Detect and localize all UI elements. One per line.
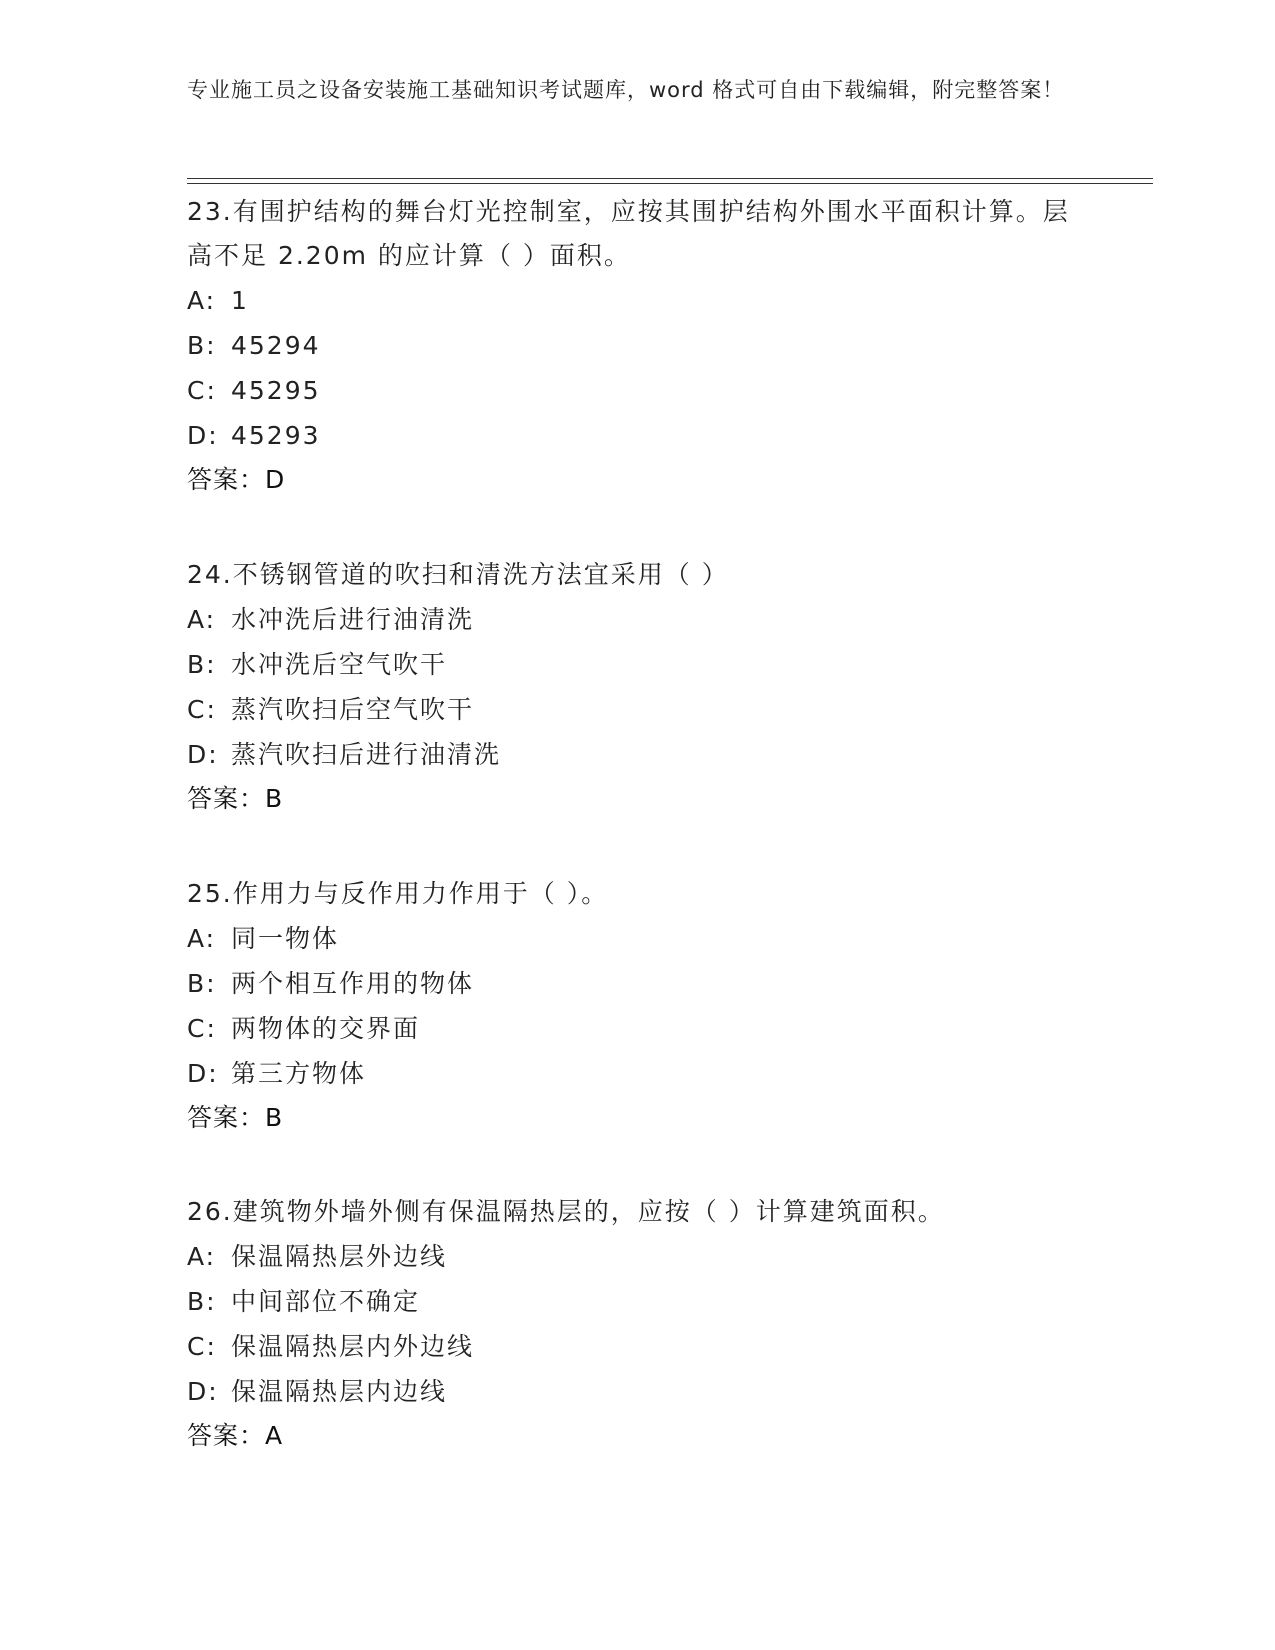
option-text: 1 [231,286,249,315]
option-a [187,1234,1087,1279]
option-text: 45295 [231,376,321,405]
option-text: 保温隔热层内外边线 [231,1332,475,1361]
option-text: 两物体的交界面 [231,1014,421,1043]
option-text: 蒸汽吹扫后空气吹干 [231,695,475,724]
option-d [187,1369,1087,1414]
question-text: 24.不锈钢管道的吹扫和清洗方法宜采用（ ） [187,560,729,589]
question-26 [187,1190,1087,1458]
option-d [187,1051,1087,1096]
option-b [187,961,1087,1006]
option-text: 蒸汽吹扫后进行油清洗 [231,740,502,769]
option-text: 45294 [231,331,321,360]
option-key: D: [187,1059,219,1088]
option-a [187,916,1087,961]
option-a [187,278,1087,323]
option-c [187,368,1087,413]
option-key: A: [187,286,217,315]
option-key: A: [187,924,217,953]
question-text: 23.有围护结构的舞台灯光控制室，应按其围护结构外围水平面积计算。层高不足 2.20m 的应计算（ ）面积。 [187,197,1070,270]
option-text: 两个相互作用的物体 [231,969,475,998]
question-24 [187,553,1087,821]
option-key: D: [187,421,219,450]
answer-text: 答案：B [187,1103,284,1132]
option-key: B: [187,969,217,998]
option-key: C: [187,695,217,724]
option-key: B: [187,331,217,360]
option-text: 水冲洗后进行油清洗 [231,605,475,634]
option-c [187,687,1087,732]
option-text: 45293 [231,421,321,450]
option-key: A: [187,1242,217,1271]
option-text: 同一物体 [231,924,340,953]
header-rule-top [187,178,1153,179]
option-b [187,1279,1087,1324]
option-key: C: [187,1332,217,1361]
option-key: A: [187,605,217,634]
option-a [187,597,1087,642]
option-key: B: [187,1287,217,1316]
option-b [187,323,1087,368]
header-intro: 专业施工员之设备安装施工基础知识考试题库，word 格式可自由下载编辑，附完整答案！ [187,78,1065,102]
question-23 [187,190,1087,502]
option-text: 保温隔热层内边线 [231,1377,448,1406]
option-text: 水冲洗后空气吹干 [231,650,448,679]
option-text: 中间部位不确定 [231,1287,421,1316]
option-c [187,1324,1087,1369]
option-d [187,732,1087,777]
answer-text: 答案：D [187,465,286,494]
question-text: 26.建筑物外墙外侧有保温隔热层的，应按（ ）计算建筑面积。 [187,1197,945,1226]
option-key: C: [187,1014,217,1043]
header-rule-bottom [187,183,1153,184]
answer-text: 答案：B [187,784,284,813]
answer-text: 答案：A [187,1421,284,1450]
option-d [187,413,1087,458]
option-key: C: [187,376,217,405]
option-b [187,642,1087,687]
option-key: B: [187,650,217,679]
question-text: 25.作用力与反作用力作用于（ ）。 [187,879,609,908]
option-key: D: [187,1377,219,1406]
question-25 [187,872,1087,1140]
option-key: D: [187,740,219,769]
option-text: 第三方物体 [231,1059,367,1088]
option-c [187,1006,1087,1051]
option-text: 保温隔热层外边线 [231,1242,448,1271]
